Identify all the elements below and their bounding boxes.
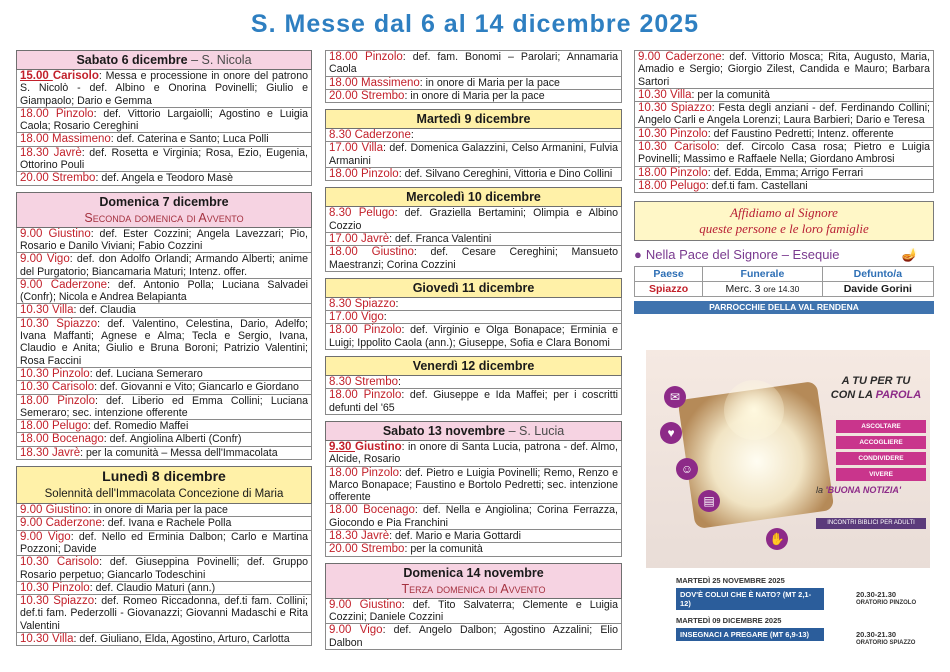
mass-entry — [16, 420, 312, 433]
mass-intentions: : def. Valentino, Celestina, Dario, Adelfo; Ivana Maffanti; Agnese e Alma; Tecla e Sergio, Ivana, Claudio e Anita; Giulio e Bruna Boroni; Patrizio Valentini; Rosa Faccini — [20, 317, 308, 367]
mass-intentions: : def. don Adolfo Orlandi; Armando Alberti; anime del Purgatorio; Biancamaria Maturi; Intenz. offer. — [20, 253, 308, 278]
entries-sun7 — [16, 228, 312, 460]
entries-sun14 — [325, 599, 622, 650]
mass-entry — [634, 180, 934, 193]
mass-intentions: : def. Nello ed Erminia Dalbon; Carlo e Martina Pozzoni; Davide — [20, 530, 309, 555]
mass-entry — [325, 530, 622, 543]
mass-place: Pinzolo — [669, 127, 708, 140]
buona-notizia-b: 'BUONA NOTIZIA' — [825, 485, 901, 495]
mass-time: 9.00 — [20, 253, 47, 266]
mass-intentions: : def. Romedio Maffei — [87, 420, 189, 433]
meeting-time — [856, 590, 926, 608]
promo-title-line-1: A TU PER TU — [841, 375, 911, 387]
mass-intentions: : def. Graziella Bertamini; Olimpia e Albino Cozzio — [329, 207, 618, 232]
mass-entry — [634, 51, 934, 89]
funeral-time: ore 14.30 — [763, 284, 800, 295]
mass-entry — [16, 133, 312, 146]
mass-time: 10.30 — [638, 88, 670, 101]
mass-intentions: : def.ti fam. Castellani — [705, 179, 808, 192]
mass-time: 18.00 — [20, 107, 56, 120]
mass-place: Pinzolo — [57, 394, 95, 407]
mass-place: Strembo — [360, 89, 405, 102]
meeting-date: MARTEDÌ 09 DICEMBRE 2025 — [676, 616, 782, 625]
mass-time: 18.00 — [20, 133, 52, 146]
mass-entry — [16, 582, 312, 595]
mass-time: 20.00 — [329, 543, 361, 556]
mass-time: 10.30 — [638, 141, 675, 154]
mass-entry — [16, 253, 312, 279]
mass-intentions: : per la comunità – Messa dell'Immacolata — [80, 446, 278, 459]
mass-place: Villa — [51, 304, 74, 317]
day-title: Venerdì 12 dicembre — [412, 359, 535, 374]
mass-intentions: : def. Caterina e Santo; Luca Polli — [110, 133, 269, 146]
mass-intentions: : def. Cesare Cereghini; Mansueto Maestranzi; Corina Cozzini — [329, 246, 618, 271]
mass-time: 18.00 — [20, 394, 58, 407]
mass-entry — [16, 395, 312, 421]
day-title: Giovedì 11 dicembre — [412, 280, 535, 295]
mass-place: Villa — [51, 632, 74, 645]
mass-intentions: : def. Edda, Emma; Arrigo Ferrari — [707, 166, 864, 179]
mass-intentions: : def. Angelo Dalbon; Agostino Azzalini; Elio Dalbon — [329, 624, 619, 649]
mass-time: 10.30 — [20, 556, 57, 569]
mass-entry — [634, 141, 934, 167]
mass-entry — [634, 167, 934, 180]
table-row — [635, 282, 934, 297]
mass-place: Caderzone — [354, 129, 411, 142]
mass-intentions: : def. Pietro e Luigia Povinelli; Remo, Renzo e Marco Bonapace; Faustino e Bortolo Pedretti; sec. intenzione offerente — [329, 466, 618, 504]
mass-intentions: : def Faustino Pedretti; Intenz. offerente — [707, 127, 894, 140]
mass-place: Caderzone — [45, 517, 102, 530]
pill-accogliere: ACCOGLIERE — [836, 436, 926, 449]
mass-time: 9.00 — [638, 51, 666, 63]
mass-time: 9.30 — [329, 440, 355, 453]
mass-entry — [16, 318, 312, 368]
mass-entry — [16, 147, 312, 173]
day-header-wed10 — [325, 187, 622, 207]
mass-place: Strembo — [354, 376, 399, 389]
mass-place: Pinzolo — [361, 466, 400, 479]
funerals-table — [634, 266, 934, 297]
entries-fri12 — [325, 376, 622, 415]
meeting-time — [856, 630, 926, 648]
mass-entry — [16, 531, 312, 557]
mass-entry — [325, 599, 622, 625]
mass-place: Bocenago — [363, 504, 415, 517]
day-title: Martedì 9 dicembre — [416, 112, 531, 127]
mass-place: Spiazzo — [53, 595, 95, 608]
mass-time: 10.30 — [20, 381, 52, 394]
pill-condividere: CONDIVIDERE — [836, 452, 926, 465]
oil-lamp-icon: 🪔 — [901, 247, 918, 263]
book-icon: ▤ — [698, 490, 720, 512]
day-header-sat6 — [16, 50, 312, 70]
mass-intentions: : def. Giovanni e Vito; Giancarlo e Giordano — [94, 381, 299, 394]
mass-place: Pinzolo — [55, 107, 94, 120]
day-header-sat13 — [325, 421, 622, 441]
mass-intentions: : def. Mario e Maria Gottardi — [389, 530, 521, 543]
mass-intentions: : def. Circolo Casa rosa; Pietro e Luigia Povinelli; Massimo e Raffaele Nella; Giordano Ambrosi — [638, 141, 930, 166]
mass-place: Caderzone — [665, 51, 722, 63]
affidiamo-line-2: queste persone e le loro famiglie — [699, 221, 869, 237]
mass-entry — [16, 172, 312, 185]
mass-entry — [325, 624, 622, 650]
mass-time: 9.00 — [20, 517, 46, 530]
mass-place: Strembo — [360, 543, 405, 556]
entries-sat6 — [16, 70, 312, 186]
mass-place: Spiazzo — [354, 297, 396, 310]
day-header-sun14 — [325, 563, 622, 599]
mass-intentions: : def. Claudio Maturi (ann.) — [89, 581, 216, 594]
promo-title-line-2b: PAROLA — [875, 389, 922, 401]
mass-entry — [325, 467, 622, 505]
mass-entry — [16, 633, 312, 646]
mass-place: Spiazzo — [670, 102, 712, 115]
mass-intentions: : def. Antonio Polla; Luciana Salvadei (Confr); Nicola e Andrea Belapianta — [20, 278, 309, 304]
people-icon: ☺ — [676, 458, 698, 480]
mass-time: 9.00 — [20, 530, 48, 543]
liturgical-subtitle: Terza domenica di Avvento — [401, 581, 546, 596]
bible-meetings-promo — [646, 340, 930, 670]
prayer-icon: ✋ — [766, 528, 788, 550]
mass-intentions: : def. Angela e Teodoro Masè — [95, 172, 234, 185]
mass-place: Pinzolo — [365, 51, 403, 63]
cell-defunto: Davide Gorini — [822, 282, 933, 297]
mass-intentions: : def. Claudia — [73, 304, 136, 317]
mass-entry — [16, 556, 312, 582]
mass-time: 17.00 — [329, 232, 361, 245]
day-title: Sabato 13 novembre — [382, 423, 506, 438]
day-title: Domenica 7 dicembre — [99, 194, 229, 209]
mass-intentions: : def. Franca Valentini — [389, 232, 492, 245]
mass-intentions: : def. Giuseppe e Ida Maffei; per i coscritti defunti del '65 — [329, 389, 618, 414]
day-title: Mercoledì 10 dicembre — [406, 190, 541, 205]
entries-sun14-cont — [634, 50, 934, 193]
mass-entry — [325, 504, 622, 530]
mass-time: 10.30 — [20, 304, 52, 317]
mass-intentions: : in onore di Santa Lucia, patrona - def. Almo, Alcide, Rosario — [329, 440, 619, 466]
day-header-thu11 — [325, 278, 622, 298]
meeting-hours: 20.30-21.30 — [856, 590, 897, 599]
mass-place: Carisolo — [51, 381, 95, 394]
mass-place: Pinzolo — [363, 324, 402, 337]
column-1 — [16, 50, 312, 646]
mass-time: 9.00 — [20, 278, 51, 291]
mass-time: 18.00 — [638, 166, 670, 179]
mass-time: 18.00 — [329, 246, 372, 259]
header-funerale: Funerale — [703, 267, 823, 282]
funeral-day: Merc. 3 — [725, 283, 761, 296]
funerals-heading — [634, 247, 934, 263]
saint-name: – S. Lucia — [508, 423, 565, 438]
mass-place: Pinzolo — [360, 168, 399, 181]
mass-intentions: : def. Silvano Cereghini, Vittoria e Dino Collini — [398, 168, 613, 181]
mass-place: Giustino — [355, 440, 402, 453]
mass-place: Giustino — [48, 227, 91, 240]
mass-intentions: : def. Romeo Riccadonna, def.ti fam. Collini; def.ti fam. Pederzolli - Giovanazzi; Giovanni Madaschi e Rita Valentini — [20, 595, 308, 632]
entries-sat13 — [325, 441, 622, 557]
mass-entry — [16, 279, 312, 305]
mass-time: 18.00 — [329, 324, 364, 337]
mass-intentions: : def. Domenica Galazzini, Celso Armanini, Fulvia Armanini — [329, 142, 618, 167]
mass-time: 8.30 — [329, 297, 355, 310]
mass-place: Pinzolo — [51, 367, 90, 380]
meeting-date: MARTEDÌ 25 NOVEMBRE 2025 — [676, 576, 785, 585]
mass-place: Pelugo — [358, 207, 395, 220]
mass-entry — [325, 233, 622, 246]
mass-time: 20.00 — [20, 172, 52, 185]
saint-name: – S. Nicola — [191, 53, 252, 67]
bullet-icon: ● — [634, 247, 642, 263]
day-title: Domenica 14 novembre — [403, 565, 544, 580]
pill-vivere: VIVERE — [836, 468, 926, 481]
parishes-banner: PARROCCHIE DELLA VAL RENDENA — [634, 301, 934, 314]
mass-time: 9.00 — [329, 624, 360, 637]
column-2 — [325, 50, 622, 650]
mass-entry — [634, 102, 934, 128]
entries-wed10 — [325, 207, 622, 271]
mass-intentions: : def. Vittorio Mosca; Rita, Augusto, Maria, Amadio e Sergio; Giorgio Zilest, Candida e Mauro; Barbara Sartori — [638, 51, 930, 88]
mass-time: 10.30 — [20, 595, 54, 608]
mass-time: 18.00 — [329, 389, 364, 402]
mass-place: Javrè — [360, 530, 390, 543]
mass-entry — [16, 447, 312, 460]
header-defunto: Defunto/a — [822, 267, 933, 282]
mass-intentions: : Messa e processione in onore del patrono S. Nicolò - def. Albino e Onorina Povinelli; Giulio e Giampaolo; Dario e Gemma — [20, 70, 308, 107]
mass-place: Javrè — [53, 146, 82, 159]
mass-entry — [16, 595, 312, 633]
mass-entry — [16, 228, 312, 254]
mass-intentions: : in onore di Maria per la pace — [419, 76, 560, 89]
light-glow — [724, 380, 784, 440]
promo-banner — [646, 350, 930, 568]
mass-intentions: : — [395, 297, 399, 310]
mass-time: 10.30 — [20, 632, 52, 645]
meeting-topic: DOV'È COLUI CHE È NATO? (MT 2,1-12) — [676, 588, 824, 610]
mass-place: Giustino — [45, 504, 88, 517]
mass-place: Carisolo — [52, 70, 99, 82]
mass-time: 8.30 — [329, 207, 359, 220]
mass-time: 20.00 — [329, 89, 361, 102]
mass-entry — [325, 129, 622, 142]
mass-time: 9.00 — [20, 227, 49, 240]
mass-intentions: : per la comunità — [691, 88, 770, 101]
incontri-label: INCONTRI BIBLICI PER ADULTI — [816, 518, 926, 529]
mass-time: 18.00 — [329, 76, 361, 89]
mass-time: 18.00 — [329, 168, 361, 181]
mass-place: Villa — [669, 88, 692, 101]
mass-place: Villa — [361, 142, 384, 155]
chat-icon: ✉ — [664, 386, 686, 408]
mass-entry — [16, 517, 312, 530]
liturgical-subtitle: Solennità dell'Immacolata Concezione di Maria — [44, 488, 284, 501]
mass-time: 18.00 — [329, 504, 364, 517]
mass-intentions: : def. fam. Bonomi – Parolari; Annamaria Caola — [329, 51, 618, 76]
mass-intentions: : def. Vittorio Largaiolli; Agostino e Luigia Caola; Rosario Cereghini — [20, 107, 308, 133]
mass-intentions: : in onore di Maria per la pace — [404, 89, 545, 102]
mass-place: Pelugo — [51, 420, 88, 433]
mass-entry — [325, 311, 622, 324]
mass-time: 17.00 — [329, 311, 361, 324]
mass-intentions: : def. Rosetta e Virginia; Rosa, Ezio, Eugenia, Ottorino Pouli — [20, 146, 308, 172]
mass-time: 18.30 — [20, 146, 54, 159]
mass-place: Strembo — [51, 172, 96, 185]
mass-time: 18.00 — [329, 51, 366, 63]
mass-intentions: : def. Giuliano, Elda, Agostino, Arturo, Carlotta — [73, 632, 290, 645]
mass-place: Giustino — [359, 598, 402, 611]
mass-entry — [325, 324, 622, 350]
mass-place: Carisolo — [56, 556, 100, 569]
mass-entry — [325, 389, 622, 415]
mass-place: Spiazzo — [56, 317, 98, 330]
mass-time: 17.00 — [329, 142, 362, 155]
mass-time: 18.00 — [20, 433, 52, 446]
mass-entry — [16, 368, 312, 381]
entries-thu11 — [325, 298, 622, 350]
mass-time: 10.30 — [20, 581, 52, 594]
mass-entry — [16, 433, 312, 446]
promo-title-line-2a: CON LA — [830, 389, 876, 401]
mass-intentions: : def. Luciana Semeraro — [89, 367, 203, 380]
mass-place: Vigo — [46, 253, 70, 266]
mass-entry — [634, 128, 934, 141]
mass-time: 15.00 — [20, 70, 53, 82]
mass-entry — [325, 207, 622, 233]
mass-time: 10.30 — [20, 317, 57, 330]
meeting-2 — [676, 616, 926, 646]
entries-tue9 — [325, 129, 622, 181]
mass-time: 9.00 — [20, 504, 46, 517]
mass-intentions: : — [410, 129, 414, 142]
mass-time: 18.30 — [20, 446, 52, 459]
mass-time: 10.30 — [638, 127, 670, 140]
meeting-1 — [676, 576, 926, 610]
day-header-sun7 — [16, 192, 312, 228]
mass-intentions: : def. Liberio ed Emma Collini; Luciana Semeraro; sec. intenzione offerente — [20, 394, 308, 419]
mass-entry — [325, 441, 622, 467]
mass-place: Pinzolo — [363, 389, 402, 402]
mass-time: 10.30 — [638, 102, 671, 115]
mass-time: 18.30 — [329, 530, 361, 543]
day-title: Sabato 6 dicembre — [76, 53, 188, 67]
mass-intentions: : def. Ivana e Rachele Polla — [101, 517, 232, 530]
promo-title — [821, 374, 931, 402]
column-3 — [634, 50, 934, 314]
mass-time: 10.30 — [20, 367, 52, 380]
mass-intentions: : — [398, 376, 401, 389]
cell-funerale — [703, 282, 823, 297]
mass-intentions: : def. Ester Cozzini; Angela Lavezzari; Pio, Rosario e Danilo Viviani; Fabio Cozzini — [20, 227, 308, 252]
mass-time: 18.00 — [20, 420, 52, 433]
mass-place: Vigo — [359, 624, 383, 637]
mass-entry — [325, 246, 622, 272]
meeting-place: ORATORIO SPIAZZO — [856, 640, 916, 646]
entries-mon8-cont — [325, 50, 622, 103]
mass-place: Pinzolo — [51, 581, 90, 594]
day-header-fri12 — [325, 356, 622, 376]
mass-place: Caderzone — [50, 278, 108, 291]
mass-intentions: : def. Angiolina Alberti (Confr) — [103, 433, 242, 446]
promo-verbs — [836, 420, 926, 484]
funerals-heading-text: Nella Pace del Signore – Esequie — [645, 247, 840, 263]
header-paese: Paese — [635, 267, 703, 282]
mass-intentions: : — [383, 311, 387, 324]
mass-intentions: : Festa degli anziani - def. Ferdinando Collini; Angelo Carli e Angela Lorenzi; Laura Barbieri; Dario e Teresa — [638, 102, 930, 127]
mass-time: 9.00 — [329, 598, 360, 611]
mass-place: Giustino — [371, 246, 414, 259]
mass-entry — [16, 304, 312, 317]
mass-place: Pinzolo — [669, 166, 708, 179]
meeting-place: ORATORIO PINZOLO — [856, 600, 917, 606]
mass-entry — [325, 90, 622, 103]
mass-place: Carisolo — [674, 141, 717, 154]
liturgical-subtitle: Seconda domenica di Avvento — [84, 210, 244, 225]
mass-time: 18.00 — [329, 466, 362, 479]
mass-intentions: : def. Virginio e Olga Bonapace; Erminia e Luigi; Ippolito Caola (ann.); Giuseppe, Sofia e Clara Bonomi — [329, 324, 618, 349]
mass-entry — [325, 298, 622, 311]
affidiamo-box — [634, 201, 934, 241]
meeting-topic: INSEGNACI A PREGARE (MT 6,9-13) — [676, 628, 824, 641]
mass-place: Vigo — [47, 530, 71, 543]
mass-intentions: : def. Giuseppina Povinelli; def. Gruppo Rosario perpetuo; Giancarlo Todeschini — [20, 556, 308, 581]
mass-entry — [16, 70, 312, 108]
page-title: S. Messe dal 6 al 14 dicembre 2025 — [250, 10, 700, 38]
mass-time: 18.00 — [638, 179, 670, 192]
mass-place: Javrè — [360, 232, 390, 245]
heart-icon: ♥ — [660, 422, 682, 444]
day-title: Lunedì 8 dicembre — [102, 468, 226, 485]
mass-entry — [16, 108, 312, 134]
entries-mon8 — [16, 504, 312, 646]
mass-entry — [325, 376, 622, 389]
affidiamo-line-1: Affidiamo al Signore — [730, 205, 838, 221]
mass-entry — [325, 543, 622, 556]
mass-intentions: : def. Tito Salvaterra; Clemente e Luigia Cozzini; Daniele Cozzini — [329, 598, 618, 623]
mass-place: Pelugo — [669, 179, 706, 192]
buona-notizia — [816, 485, 931, 495]
pill-ascoltare: ASCOLTARE — [836, 420, 926, 433]
mass-place: Vigo — [360, 311, 384, 324]
mass-place: Bocenago — [51, 433, 104, 446]
buona-notizia-a: la — [816, 485, 826, 495]
mass-time: 8.30 — [329, 129, 355, 142]
mass-entry — [634, 89, 934, 102]
day-header-mon8 — [16, 466, 312, 504]
meeting-hours: 20.30-21.30 — [856, 630, 897, 639]
mass-entry — [325, 168, 622, 181]
cell-paese: Spiazzo — [635, 282, 703, 297]
mass-place: Massimeno — [360, 76, 420, 89]
mass-place: Massimeno — [51, 133, 111, 146]
mass-entry — [325, 142, 622, 168]
mass-place: Javrè — [51, 446, 81, 459]
mass-intentions: : in onore di Maria per la pace — [87, 504, 228, 517]
mass-intentions: : def. Nella e Angiolina; Corina Ferrazza, Giocondo e Pia Franchini — [329, 504, 618, 529]
mass-entry — [16, 504, 312, 517]
day-header-tue9 — [325, 109, 622, 129]
mass-entry — [16, 381, 312, 394]
mass-entry — [325, 77, 622, 90]
mass-entry — [325, 51, 622, 77]
mass-time: 8.30 — [329, 376, 355, 389]
mass-intentions: : per la comunità — [404, 543, 483, 556]
